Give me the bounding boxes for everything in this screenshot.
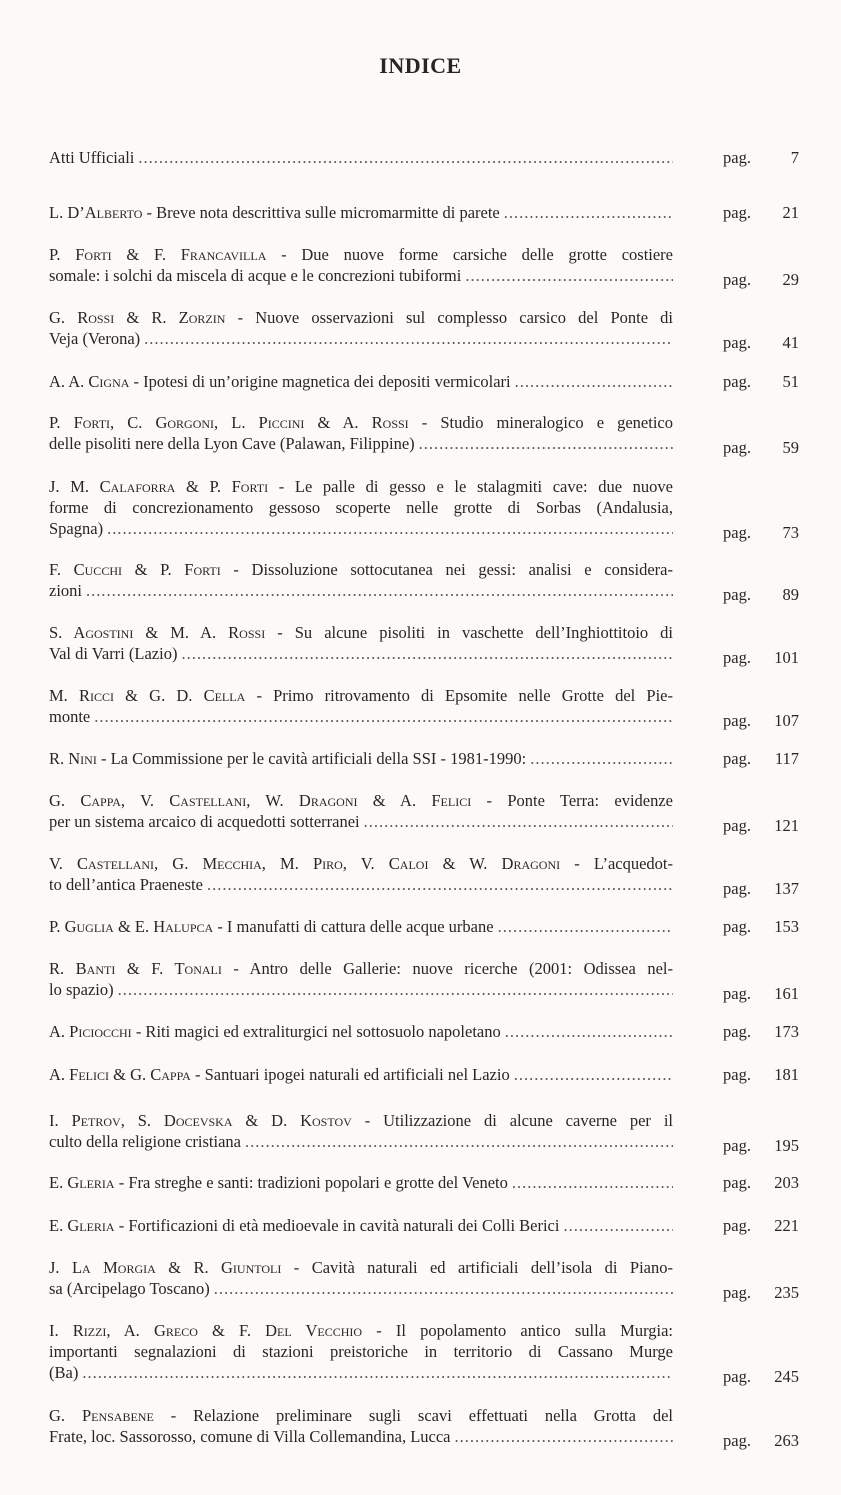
page-number: 101 [774, 648, 799, 667]
dot-leader [530, 748, 673, 769]
page-number: 117 [774, 749, 799, 768]
page-label: pag. [723, 333, 751, 352]
toc-entry-title: monte [49, 707, 91, 726]
toc-entry-authors: R. Nini [49, 749, 97, 768]
toc-entry[interactable] [49, 958, 799, 1003]
page-label: pag. [723, 270, 751, 289]
page-label: pag. [723, 1022, 751, 1041]
index-title: INDICE [379, 53, 462, 78]
toc-entry[interactable] [49, 1320, 799, 1386]
toc-entry-title: - Relazione preliminare sugli scavi effettuati nella Grotta del [170, 1406, 673, 1425]
toc-entry[interactable] [49, 1021, 799, 1042]
toc-entry-page [723, 371, 799, 392]
toc-entry-authors: L. D’Alberto [49, 203, 143, 222]
page-number: 29 [782, 270, 799, 289]
dot-leader [505, 1021, 673, 1042]
toc-entry-title: - Il popolamento antico sulla Murgia: [376, 1321, 673, 1340]
dot-leader [94, 706, 673, 727]
page-label: pag. [723, 438, 751, 457]
toc-entry-authors: V. Castellani, G. Mecchia, M. Piro, V. Caloi & W. Dragoni [49, 854, 561, 873]
toc-entry-page [723, 1215, 799, 1236]
dot-leader [138, 147, 673, 168]
toc-entry-title: - La Commissione per le cavità artificiali della SSI - 1981-1990: [100, 749, 527, 768]
toc-entry-title: - Breve nota descrittiva sulle micromarmitte di parete [146, 203, 500, 222]
toc-entry[interactable] [49, 1405, 799, 1450]
dot-leader [512, 1172, 673, 1193]
toc-entry-authors: R. Banti & F. Tonali [49, 959, 222, 978]
page-number: 51 [782, 372, 799, 391]
toc-entry-title: importanti segnalazioni di stazioni preistoriche in territorio di Cassano Murge [49, 1342, 673, 1361]
toc-entry-authors: G. Rossi & R. Zorzin [49, 308, 226, 327]
page-number: 21 [782, 203, 799, 222]
toc-entry-authors: E. Gleria [49, 1216, 115, 1235]
toc-entry-title: - Due nuove forme carsiche delle grotte costiere [281, 245, 673, 264]
dot-leader [504, 202, 673, 223]
toc-entry[interactable] [49, 1172, 799, 1193]
toc-entry-title: delle pisoliti nere della Lyon Cave (Palawan, Filippine) [49, 434, 415, 453]
toc-entry-authors: J. M. Calaforra & P. Forti [49, 477, 269, 496]
toc-entry-title: - Nuove osservazioni sul complesso carsico del Ponte di [237, 308, 673, 327]
toc-entry-page [723, 983, 799, 1004]
toc-entry[interactable] [49, 371, 799, 392]
dot-leader [498, 916, 673, 937]
toc-entry-page [723, 647, 799, 668]
dot-leader [144, 328, 673, 349]
page-number: 195 [774, 1136, 799, 1155]
toc-entry-title: - Fortificazioni di età medioevale in cavità naturali dei Colli Berici [118, 1216, 560, 1235]
toc-entry-title: (Ba) [49, 1363, 79, 1382]
toc-entry-authors: G. Pensabene [49, 1406, 154, 1425]
page-label: pag. [723, 203, 751, 222]
toc-entry-page [723, 815, 799, 836]
toc-entry-title: - I manufatti di cattura delle acque urbane [217, 917, 494, 936]
toc-entry-page [723, 1430, 799, 1451]
toc-entry-authors: J. La Morgia & R. Giuntoli [49, 1258, 282, 1277]
dot-leader [419, 433, 673, 454]
toc-entry-title: Spagna) [49, 519, 104, 538]
dot-leader [245, 1131, 673, 1152]
page-number: 173 [774, 1022, 799, 1041]
dot-leader [82, 1362, 673, 1383]
toc-entry-title: per un sistema arcaico di acquedotti sotterranei [49, 812, 360, 831]
toc-entry-page [723, 1282, 799, 1303]
toc-entry-title: - Utilizzazione di alcune caverne per il [364, 1111, 673, 1130]
toc-entry-page [723, 1064, 799, 1085]
page-label: pag. [723, 1216, 751, 1235]
page-label: pag. [723, 917, 751, 936]
page-label: pag. [723, 585, 751, 604]
toc-entry-title: Val di Varri (Lazio) [49, 644, 178, 663]
page-label: pag. [723, 148, 751, 167]
dot-leader [86, 580, 673, 601]
page-number: 181 [774, 1065, 799, 1084]
dot-leader [181, 643, 673, 664]
toc-entry-page [723, 437, 799, 458]
page-number: 235 [774, 1283, 799, 1302]
page-label: pag. [723, 1367, 751, 1386]
toc-entry-authors: P. Forti & F. Francavilla [49, 245, 267, 264]
page-number: 73 [782, 523, 799, 542]
toc-entry-title: somale: i solchi da miscela di acque e le concrezioni tubiformi [49, 266, 462, 285]
page-number: 161 [774, 984, 799, 1003]
toc-entry-page [723, 1135, 799, 1156]
page-label: pag. [723, 879, 751, 898]
toc-entry[interactable] [49, 1064, 799, 1085]
page-label: pag. [723, 984, 751, 1003]
toc-entry-title: - Cavità naturali ed artificiali dell’isola di Piano- [293, 1258, 673, 1277]
toc-entry-page [723, 332, 799, 353]
toc-entry[interactable] [49, 412, 799, 457]
toc-entry[interactable] [49, 790, 799, 835]
toc-entry-title: to dell’antica Praeneste [49, 875, 203, 894]
toc-entry-page [723, 584, 799, 605]
toc-entry-title: culto della religione cristiana [49, 1132, 241, 1151]
dot-leader [514, 1064, 673, 1085]
toc-entry[interactable] [49, 748, 799, 769]
page-label: pag. [723, 523, 751, 542]
page-label: pag. [723, 648, 751, 667]
toc-entry[interactable] [49, 1257, 799, 1302]
toc-entry-title: Atti Ufficiali [49, 148, 135, 167]
toc-entry[interactable] [49, 559, 799, 604]
dot-leader [563, 1215, 673, 1236]
page-number: 263 [774, 1431, 799, 1450]
page-number: 245 [774, 1367, 799, 1386]
toc-entry-authors: S. Agostini & M. A. Rossi [49, 623, 266, 642]
dot-leader [107, 518, 673, 539]
toc-entry[interactable] [49, 853, 799, 898]
page-label: pag. [723, 711, 751, 730]
page-number: 7 [790, 148, 799, 167]
toc-entry-page [723, 878, 799, 899]
toc-entry-title: - Primo ritrovamento di Epsomite nelle Grotte del Pie- [256, 686, 673, 705]
toc-entry-title: Frate, loc. Sassorosso, comune di Villa Collemandina, Lucca [49, 1427, 451, 1446]
toc-entry-authors: A. Piciocchi [49, 1022, 132, 1041]
toc-entry-title: - Riti magici ed extraliturgici nel sottosuolo napoletano [135, 1022, 501, 1041]
toc-entry-authors: M. Ricci & G. D. Cella [49, 686, 246, 705]
toc-entry-title: - L’acquedot- [574, 854, 673, 873]
page-label: pag. [723, 1431, 751, 1450]
toc-entry-page [723, 147, 799, 168]
toc-entry-authors: P. Forti, C. Gorgoni, L. Piccini & A. Rossi [49, 413, 409, 432]
page-label: pag. [723, 1136, 751, 1155]
toc-entry-authors: G. Cappa, V. Castellani, W. Dragoni & A. Felici [49, 791, 472, 810]
toc-entry-title: - Studio mineralogico e genetico [421, 413, 673, 432]
page-number: 121 [774, 816, 799, 835]
page-number: 137 [774, 879, 799, 898]
page-number: 89 [782, 585, 799, 604]
toc-entry-authors: P. Guglia & E. Halupca [49, 917, 214, 936]
dot-leader [455, 1426, 674, 1447]
toc-entry-title: lo spazio) [49, 980, 114, 999]
toc-entry-title: - Su alcune pisoliti in vaschette dell’Inghiottitoio di [277, 623, 673, 642]
toc-entry-title: - Ipotesi di un’origine magnetica dei depositi vermicolari [133, 372, 511, 391]
toc-entry-page [723, 522, 799, 543]
toc-entry-page [723, 710, 799, 731]
toc-entry-title: - Ponte Terra: evidenze [486, 791, 673, 810]
toc-entry-page [723, 1021, 799, 1042]
toc-entry[interactable] [49, 916, 799, 937]
toc-entry-authors: A. Felici & G. Cappa [49, 1065, 191, 1084]
dot-leader [214, 1278, 673, 1299]
toc-entry-authors: I. Petrov, S. Docevska & D. Kostov [49, 1111, 352, 1130]
page-number: 107 [774, 711, 799, 730]
page-label: pag. [723, 372, 751, 391]
dot-leader [465, 265, 673, 286]
page-number: 203 [774, 1173, 799, 1192]
dot-leader [118, 979, 673, 1000]
page-label: pag. [723, 749, 751, 768]
toc-entry[interactable] [49, 1110, 799, 1155]
toc-entry-title: sa (Arcipelago Toscano) [49, 1279, 210, 1298]
toc-entry-authors: E. Gleria [49, 1173, 115, 1192]
dot-leader [364, 811, 673, 832]
toc-entry-title: forme di concrezionamento gessoso scoperte nelle grotte di Sorbas (Andalusia, [49, 498, 673, 517]
toc-entry-page [723, 916, 799, 937]
toc-entry[interactable] [49, 244, 799, 289]
page-label: pag. [723, 1173, 751, 1192]
toc-entry-authors: F. Cucchi & P. Forti [49, 560, 221, 579]
toc-entry[interactable] [49, 685, 799, 730]
toc-entry-title: - Dissoluzione sottocutanea nei gessi: analisi e considera- [233, 560, 673, 579]
toc-entry[interactable] [49, 622, 799, 667]
toc-entry-authors: I. Rizzi, A. Greco & F. Del Vecchio [49, 1321, 363, 1340]
page-number: 221 [774, 1216, 799, 1235]
toc-entry-title: - Fra streghe e santi: tradizioni popolari e grotte del Veneto [118, 1173, 508, 1192]
toc-entry[interactable] [49, 202, 799, 223]
toc-entry-title: - Santuari ipogei naturali ed artificiali nel Lazio [194, 1065, 510, 1084]
toc-entry-title: zioni [49, 581, 82, 600]
dot-leader [515, 371, 673, 392]
toc-entry-page [723, 1172, 799, 1193]
toc-entry-title: Veja (Verona) [49, 329, 141, 348]
toc-entry-authors: A. A. Cigna [49, 372, 130, 391]
page-number: 153 [774, 917, 799, 936]
toc-entry-page [723, 269, 799, 290]
page-label: pag. [723, 816, 751, 835]
toc-entry-title: - Antro delle Gallerie: nuove ricerche (2001: Odissea nel- [233, 959, 673, 978]
toc-entry-title: - Le palle di gesso e le stalagmiti cave: due nuove [278, 477, 673, 496]
toc-entry[interactable] [49, 1215, 799, 1236]
page-number: 41 [782, 333, 799, 352]
toc-entry-page [723, 1366, 799, 1387]
toc-entry-page [723, 202, 799, 223]
toc-entry[interactable] [49, 476, 799, 542]
toc-entry[interactable] [49, 307, 799, 352]
dot-leader [207, 874, 673, 895]
toc-entry-page [723, 748, 799, 769]
page-label: pag. [723, 1283, 751, 1302]
page-number: 59 [782, 438, 799, 457]
page-label: pag. [723, 1065, 751, 1084]
toc-entry[interactable] [49, 147, 799, 168]
